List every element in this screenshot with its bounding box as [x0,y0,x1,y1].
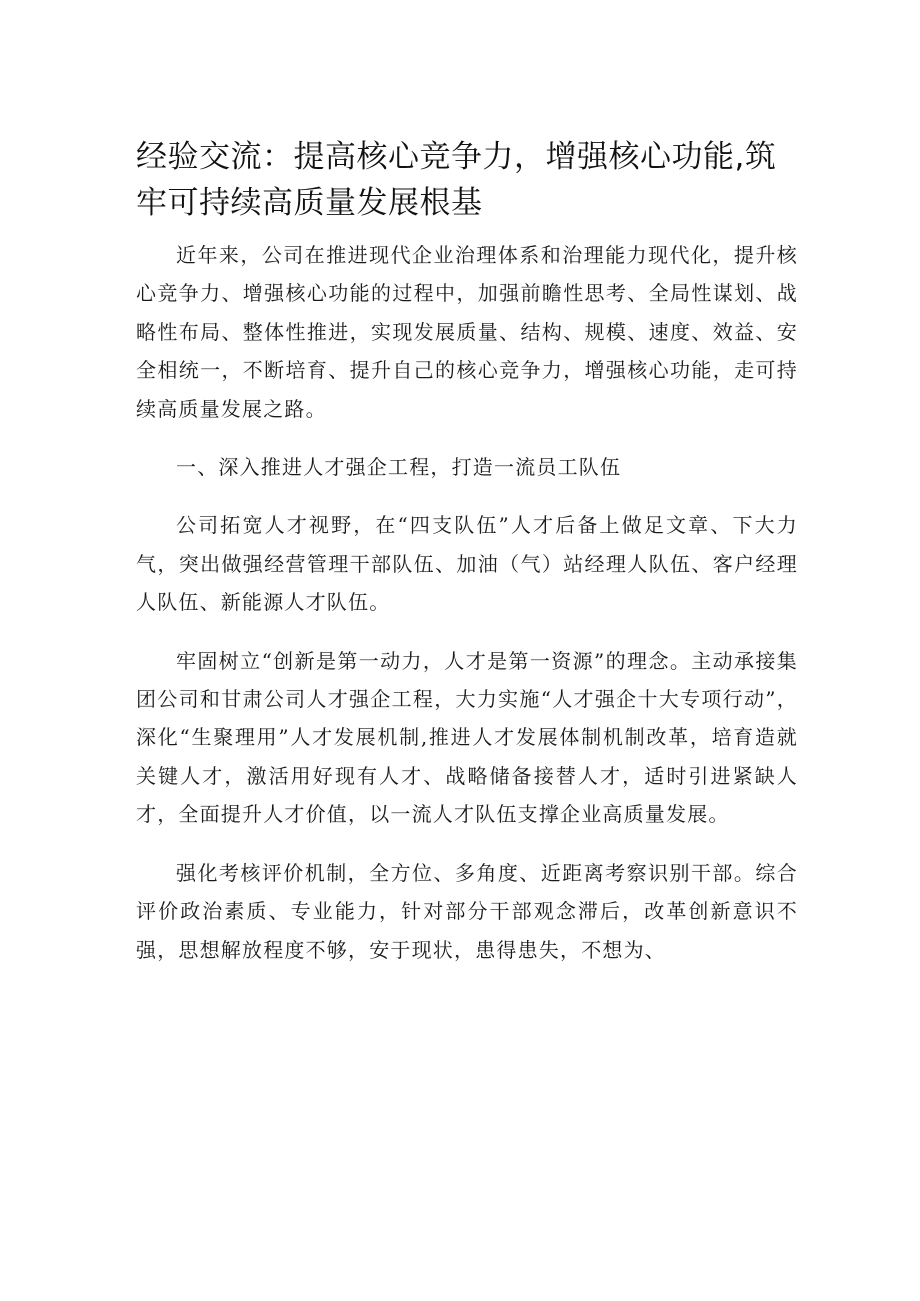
document-body [136,236,798,969]
section-heading-1: 一、深入推进人才强企工程，打造一流员工队伍 [176,455,622,480]
paragraph-assessment: 强化考核评价机制，全方位、多角度、近距离考察识别干部。综合评价政治素质、专业能力，针对部分干部观念滞后，改革创新意识不强，思想解放程度不够，安于现状，患得患失，不想为、 [136,860,798,962]
paragraph-intro: 近年来，公司在推进现代企业治理体系和治理能力现代化，提升核心竞争力、增强核心功能的过程中，加强前瞻性思考、全局性谋划、战略性布局、整体性推进，实现发展质量、结构、规模、速度、效益、安全相统一，不断培育、提升自己的核心竞争力，增强核心功能，走可持续高质量发展之路。 [136,243,798,421]
paragraph-talent-vision: 公司拓宽人才视野，在“四支队伍”人才后备上做足文章、下大力气，突出做强经营管理干部队伍、加油（气）站经理人队伍、客户经理人队伍、新能源人才队伍。 [136,513,798,615]
paragraph-talent-concept: 牢固树立“创新是第一动力，人才是第一资源”的理念。主动承接集团公司和甘肃公司人才强企工程，大力实施“人才强企十大专项行动”，深化“生聚理用”人才发展机制,推进人才发展体制机制改革，培育造就关键人才，激活用好现有人才、战略储备接替人才，适时引进紧缺人才，全面提升人才价值，以一流人才队伍支撑企业高质量发展。 [136,648,798,827]
document-title: 经验交流：提高核心竞争力，增强核心功能,筑牢可持续高质量发展根基 [136,139,777,221]
